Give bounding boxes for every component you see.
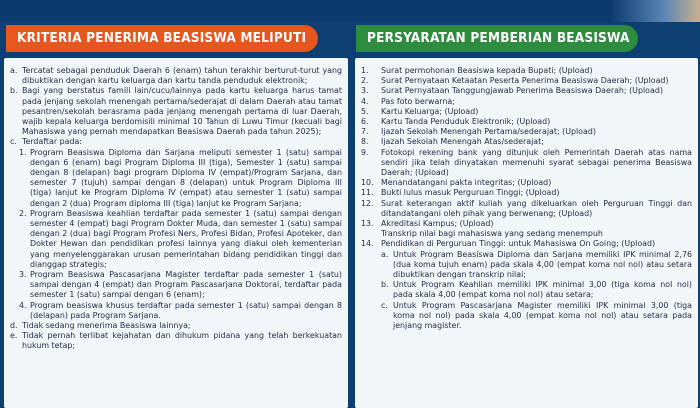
requirement-marker: 14. (361, 239, 374, 249)
requirement-marker: 12. (361, 198, 374, 208)
criteria-list (10, 66, 342, 352)
requirement-marker: 9. (361, 147, 369, 157)
criteria-text: Bagi yang berstatus famili lain/cucu/lainnya pada kartu keluarga harus tamat pada jenjang sekolah menengah pertama/sederajat di dalam Daerah atau tamat pesantren/sekolah berasrama pada jenjang menengah pertama di luar Daerah, wajib kepala keluarga berdomisili minimal 10 Tahun di Luwu Timur (kecuali bagi Mahasiswa yang pernah mendapatkan Beasiswa Daerah pada tahun 2025); (22, 86, 342, 137)
requirement-marker: 5. (361, 106, 369, 116)
requirement-text: Surat Pernyataan Ketaatan Peserta Penerima Beasiswa Daerah; (Upload) (381, 76, 669, 86)
criteria-marker: c. (10, 137, 17, 147)
criteria-item (10, 86, 342, 137)
program-sub-item (10, 301, 342, 321)
requirement-marker: 11. (361, 188, 374, 198)
program-sub-item (10, 148, 342, 209)
requirement-item (361, 66, 692, 76)
requirement-item (361, 86, 692, 96)
gpa-bullet-item (371, 301, 692, 332)
criteria-text: Terdaftar pada: (22, 137, 82, 147)
program-sub-item (10, 270, 342, 301)
program-text: Program Beasiswa Diploma dan Sarjana meliputi semester 1 (satu) sampai dengan 6 (enam) bagi Program Diploma III (tiga), Semester 1 (satu) sampai dengan 8 (delapan) bagi program Diploma IV (empat)/Program Sarjana, dan semester 7 (tujuh) sampai dengan 8 (delapan) untuk Program Diploma III (tiga) lanjut ke Program Diploma IV (empat) atau semester 1 (satu) sampai dengan 2 (dua) Program diploma III (tiga) lanjut ke Program Sarjana; (30, 147, 342, 208)
program-marker: 3. (19, 270, 27, 280)
gpa-text: Untuk Program Beasiswa Diploma dan Sarjana memiliki IPK minimal 2,76 (dua koma tujuh enam) pada skala 4,00 (empat koma nol nol) atau setara dibuktikan dengan transkrip nilai; (393, 249, 692, 280)
criteria-text: Tidak pernah terlibat kejahatan dan dihukum pidana yang telah berkekuatan hukum tetap; (22, 331, 342, 351)
requirement-text: Ijazah Sekolah Menengah Pertama/sederajat; (Upload) (381, 127, 596, 137)
top-decoration (610, 0, 700, 22)
requirement-marker: 10. (361, 178, 374, 188)
requirement-text: Surat Pernyataan Tanggungjawab Penerima Beasiswa Daerah; (Upload) (381, 86, 663, 96)
gpa-text: Untuk Program Pascasarjana Magister memiliki IPK minimal 3,00 (tiga koma nol nol) pada skala 4,00 (empat koma nol nol) atau setara pada jenjang magister. (393, 300, 692, 331)
criteria-item (10, 137, 342, 321)
criteria-item (10, 66, 342, 86)
program-marker: 4. (19, 300, 27, 310)
program-sub-list (10, 148, 342, 321)
requirement-text: Surat keterangan aktif kuliah yang dikeluarkan oleh Perguruan Tinggi dan ditandatangani oleh pihak yang berwenang; (Upload) (381, 198, 692, 218)
requirement-text: Fotokopi rekening bank yang ditunjuk oleh Pemerintah Daerah atas nama sendiri jika telah dinyatakan memenuhi syarat sebagai penerima Beasiswa Daerah; (Upload) (381, 147, 692, 178)
requirement-item (361, 178, 692, 188)
gpa-marker: b. (381, 280, 389, 290)
requirement-item (361, 76, 692, 86)
program-marker: 2. (19, 208, 27, 218)
requirement-item (361, 137, 692, 147)
requirement-marker: 8. (361, 137, 369, 147)
requirement-text: Menandatangani pakta integritas; (Upload) (381, 178, 552, 188)
criteria-heading: KRITERIA PENERIMA BEASISWA MELIPUTI (6, 25, 318, 52)
gpa-bullet-item (371, 250, 692, 281)
requirement-item (361, 188, 692, 198)
requirement-marker: 4. (361, 96, 369, 106)
requirement-item (361, 97, 692, 107)
criteria-item (10, 331, 342, 351)
requirement-item (361, 117, 692, 127)
criteria-marker: a. (10, 66, 18, 75)
gpa-marker: c. (381, 300, 388, 310)
requirements-heading: PERSYARATAN PEMBERIAN BEASISWA (356, 25, 638, 52)
requirement-marker: 7. (361, 127, 369, 137)
requirement-text: Bukti lulus masuk Perguruan Tinggi; (Upload) (381, 188, 560, 198)
requirement-item (361, 127, 692, 137)
requirement-item (361, 239, 692, 249)
criteria-marker: b. (10, 86, 18, 96)
criteria-content (10, 66, 342, 352)
criteria-panel (4, 58, 348, 408)
gpa-text: Untuk Program Keahlian memiliki IPK minimal 3,00 (tiga koma nol nol) pada skala 4,00 (empat koma nol nol) atau setara; (393, 280, 692, 300)
program-text: Program beasiswa khusus terdaftar pada semester 1 (satu) sampai dengan 8 (delapan) pada Program Sarjana. (30, 300, 342, 320)
requirement-text: Akreditasi Kampus; (Upload) (381, 219, 494, 229)
requirement-marker: 13. (361, 219, 374, 229)
requirements-list-cont (361, 239, 692, 249)
criteria-item (10, 321, 342, 331)
requirement-item (361, 148, 692, 179)
requirement-text: Pas foto berwarna; (381, 96, 455, 106)
requirement-item (361, 199, 692, 219)
requirement-item (361, 107, 692, 117)
criteria-text: Tercatat sebagai penduduk Daerah 6 (enam) tahun terakhir berturut-turut yang dibuktikan dengan kartu keluarga dan kartu tanda penduduk elektronik; (22, 66, 342, 86)
top-band (0, 0, 700, 22)
criteria-marker: e. (10, 331, 18, 341)
transcript-note: Transkrip nilai bagi mahasiswa yang sedang menempuh (381, 229, 603, 239)
requirements-panel (355, 58, 698, 408)
gpa-bullet-list (361, 250, 692, 332)
requirements-list (361, 66, 692, 229)
requirement-text: Kartu Tanda Penduduk Elektronik; (Upload) (381, 117, 551, 127)
program-sub-item (10, 209, 342, 270)
requirement-text: Pendidikan di Perguruan Tinggi: untuk Mahasiswa On Going; (Upload) (381, 239, 656, 249)
requirements-content (361, 66, 692, 331)
criteria-text: Tidak sedang menerima Beasiswa lainnya; (22, 321, 191, 331)
program-marker: 1. (19, 147, 27, 157)
gpa-bullet-item (371, 280, 692, 300)
requirement-text: Surat permohonan Beasiswa kepada Bupati; (Upload) (381, 66, 593, 75)
program-text: Program Beasiswa Pascasarjana Magister terdaftar pada semester 1 (satu) sampai dengan 4 (empat) dan Program Pascasarjana Doktoral, terdaftar pada semester 1 (satu) sampai dengan 6 (enam); (30, 270, 342, 300)
requirement-text: Kartu Keluarga; (Upload) (381, 106, 479, 116)
requirement-text: Ijazah Sekolah Menengah Atas/sederajat; (381, 137, 544, 147)
requirement-marker: 6. (361, 117, 369, 127)
gpa-marker: a. (381, 249, 389, 259)
requirement-marker: 2. (361, 76, 369, 86)
requirement-item (361, 219, 692, 229)
requirement-marker: 3. (361, 86, 369, 96)
program-text: Program Beasiswa keahlian terdaftar pada semester 1 (satu) sampai dengan semester 4 (empat) bagi Program Dokter Muda, dan semester 1 (satu) sampai dengan 2 (dua) bagi Program Profesi Ners, Profesi Bidan, Profesi Apoteker, dan Dokter Hewan dan pendidikan profesi lainnya yang diakui oleh kementerian yang menyelenggarakan urusan pemerintahan bidang pendidikan tinggi dan dianggap strategis; (30, 208, 342, 269)
criteria-marker: d. (10, 321, 18, 331)
requirement-marker: 1. (361, 66, 369, 75)
